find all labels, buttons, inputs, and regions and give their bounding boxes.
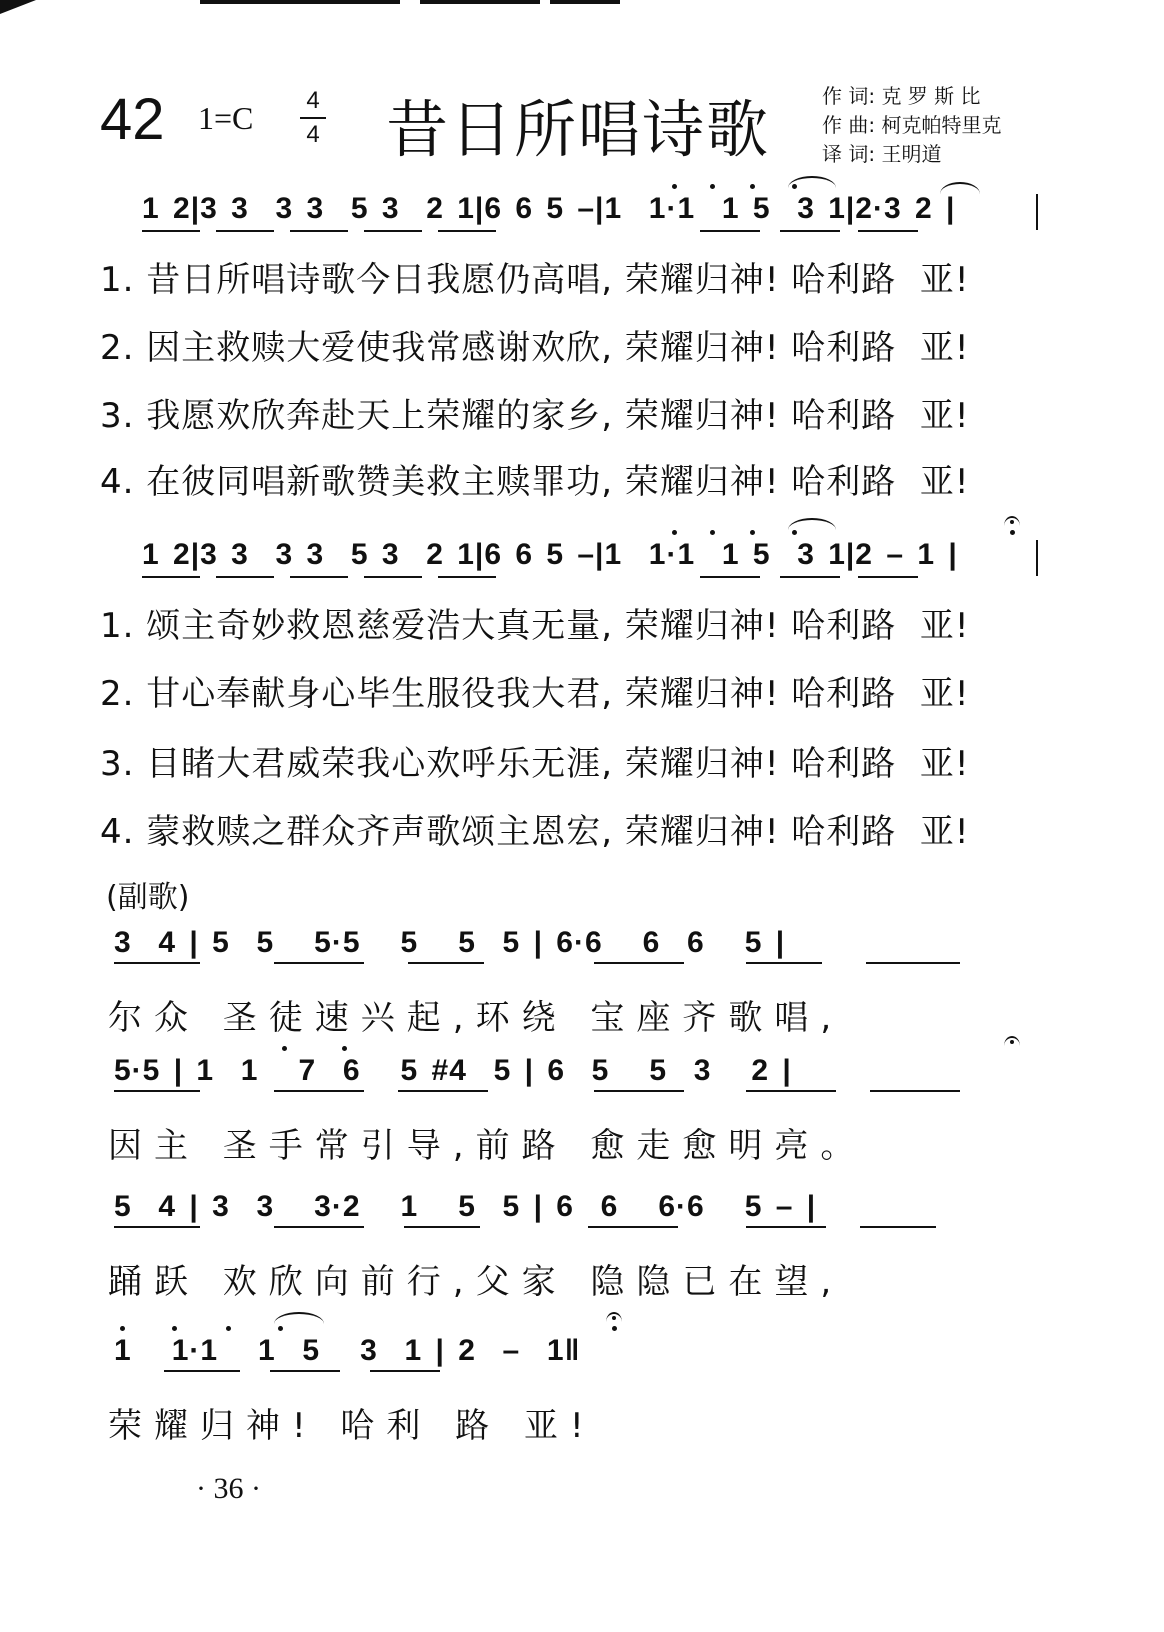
- underline: [274, 1226, 364, 1228]
- chorus-lyric-3: 踊跃 欢欣向前行,父家 隐隐已在望,: [108, 1262, 844, 1302]
- octave-dot: [710, 530, 715, 535]
- underline: [870, 1090, 960, 1092]
- underline: [858, 230, 918, 232]
- underline: [114, 1090, 200, 1092]
- underline: [746, 1090, 836, 1092]
- octave-dot: [612, 1326, 617, 1331]
- translator-credit: 译 词: 王明道: [822, 142, 942, 166]
- credits: [822, 82, 1001, 169]
- chorus-notation-2: 5·5 | 1 1 7 6 5 #4 5 | 6 5 5 3 2 |: [114, 1054, 792, 1087]
- underline: [364, 576, 422, 578]
- slur: [788, 176, 836, 188]
- underline: [594, 962, 684, 964]
- underline: [142, 576, 200, 578]
- verse-a-lyric-1: 1. 昔日所唱诗歌今日我愿仍高唱, 荣耀归神! 哈利路 亚!: [100, 260, 970, 300]
- underline: [290, 576, 348, 578]
- verse-a-notation: 1 2|3 3 3 3 5 3 2 1|6 6 5 –|1 1·1 1 5 3 1|2·3 2 |: [142, 192, 956, 225]
- underline: [700, 230, 760, 232]
- underline: [142, 230, 200, 232]
- verse-a-lyric-3: 3. 我愿欢欣奔赴天上荣耀的家乡, 荣耀归神! 哈利路 亚!: [100, 396, 970, 436]
- underline: [216, 576, 274, 578]
- octave-dot: [282, 1046, 287, 1051]
- underline: [746, 962, 822, 964]
- underline: [438, 576, 496, 578]
- octave-dot: [750, 530, 755, 535]
- octave-dot: [672, 184, 677, 189]
- octave-dot: [120, 1326, 125, 1331]
- underline: [858, 576, 918, 578]
- composer-credit: 作 曲: 柯克帕特里克: [822, 113, 1002, 137]
- octave-dot: [342, 1046, 347, 1051]
- barline: [1036, 194, 1038, 230]
- underline: [866, 962, 960, 964]
- underline: [114, 962, 200, 964]
- hymn-title: 昔日所唱诗歌: [386, 93, 771, 166]
- verse-b-lyric-1: 1. 颂主奇妙救恩慈爱浩大真无量, 荣耀归神! 哈利路 亚!: [100, 606, 970, 646]
- fermata: [606, 1312, 622, 1322]
- underline: [588, 1226, 678, 1228]
- fermata: [1004, 516, 1020, 526]
- fermata: [1004, 1036, 1020, 1046]
- underline: [404, 1226, 480, 1228]
- chorus-lyric-2: 因主 圣手常引导,前路 愈走愈明亮。: [108, 1126, 867, 1166]
- underline: [274, 962, 364, 964]
- time-signature-top: 4: [306, 87, 320, 114]
- underline: [290, 230, 348, 232]
- underline: [780, 576, 840, 578]
- verse-a-lyric-4: 4. 在彼同唱新歌赞美救主赎罪功, 荣耀归神! 哈利路 亚!: [100, 462, 970, 502]
- chorus-label: (副歌): [106, 880, 190, 915]
- slur: [788, 518, 836, 530]
- underline: [746, 1226, 826, 1228]
- underline: [700, 576, 760, 578]
- chorus-notation-3: 5 4 | 3 3 3·2 1 5 5 | 6 6 6·6 5 – |: [114, 1190, 817, 1223]
- verse-b-lyric-4: 4. 蒙救赎之群众齐声歌颂主恩宏, 荣耀归神! 哈利路 亚!: [100, 812, 970, 852]
- time-signature-bottom: 4: [306, 121, 320, 148]
- underline: [216, 230, 274, 232]
- hymn-number: 42: [100, 87, 165, 152]
- chorus-notation-4: 1 1·1 1 5 3 1 | 2 – 1‖: [114, 1334, 581, 1367]
- scan-top-line: [550, 0, 620, 4]
- slur: [274, 1312, 324, 1324]
- octave-dot: [172, 1326, 177, 1331]
- verse-b-lyric-2: 2. 甘心奉献身心毕生服役我大君, 荣耀归神! 哈利路 亚!: [100, 674, 970, 714]
- octave-dot: [1010, 530, 1015, 535]
- underline: [780, 230, 840, 232]
- verse-a-lyric-2: 2. 因主救赎大爱使我常感谢欢欣, 荣耀归神! 哈利路 亚!: [100, 328, 970, 368]
- page-number: · 36 ·: [196, 1472, 261, 1505]
- octave-dot: [710, 184, 715, 189]
- underline: [594, 1090, 684, 1092]
- time-signature: [298, 86, 328, 150]
- underline: [398, 1090, 488, 1092]
- underline: [370, 1370, 440, 1372]
- verse-b-lyric-3: 3. 目睹大君威荣我心欢呼乐无涯, 荣耀归神! 哈利路 亚!: [100, 744, 970, 784]
- octave-dot: [226, 1326, 231, 1331]
- underline: [860, 1226, 936, 1228]
- verse-b-notation: 1 2|3 3 3 3 5 3 2 1|6 6 5 –|1 1·1 1 5 3 1|2 – 1 |: [142, 538, 958, 571]
- slur: [940, 182, 980, 194]
- underline: [274, 1090, 364, 1092]
- scan-top-line: [420, 0, 540, 4]
- lyricist-credit: 作 词: 克 罗 斯 比: [822, 84, 981, 108]
- key-signature: 1=C: [198, 100, 254, 136]
- barline: [1036, 540, 1038, 576]
- octave-dot: [750, 184, 755, 189]
- chorus-notation-1: 3 4 | 5 5 5·5 5 5 5 | 6·6 6 6 5 |: [114, 926, 786, 959]
- chorus-lyric-4: 荣耀归神! 哈利 路 亚!: [108, 1406, 596, 1446]
- underline: [364, 230, 422, 232]
- octave-dot: [792, 530, 797, 535]
- octave-dot: [672, 530, 677, 535]
- underline: [114, 1226, 200, 1228]
- underline: [408, 962, 484, 964]
- scan-corner-mark: [0, 0, 36, 14]
- underline: [270, 1370, 340, 1372]
- underline: [164, 1370, 240, 1372]
- chorus-lyric-1: 尔众 圣徒速兴起,环绕 宝座齐歌唱,: [108, 998, 844, 1038]
- underline: [438, 230, 496, 232]
- time-signature-bar: [300, 117, 326, 119]
- octave-dot: [278, 1326, 283, 1331]
- scan-top-line: [200, 0, 400, 4]
